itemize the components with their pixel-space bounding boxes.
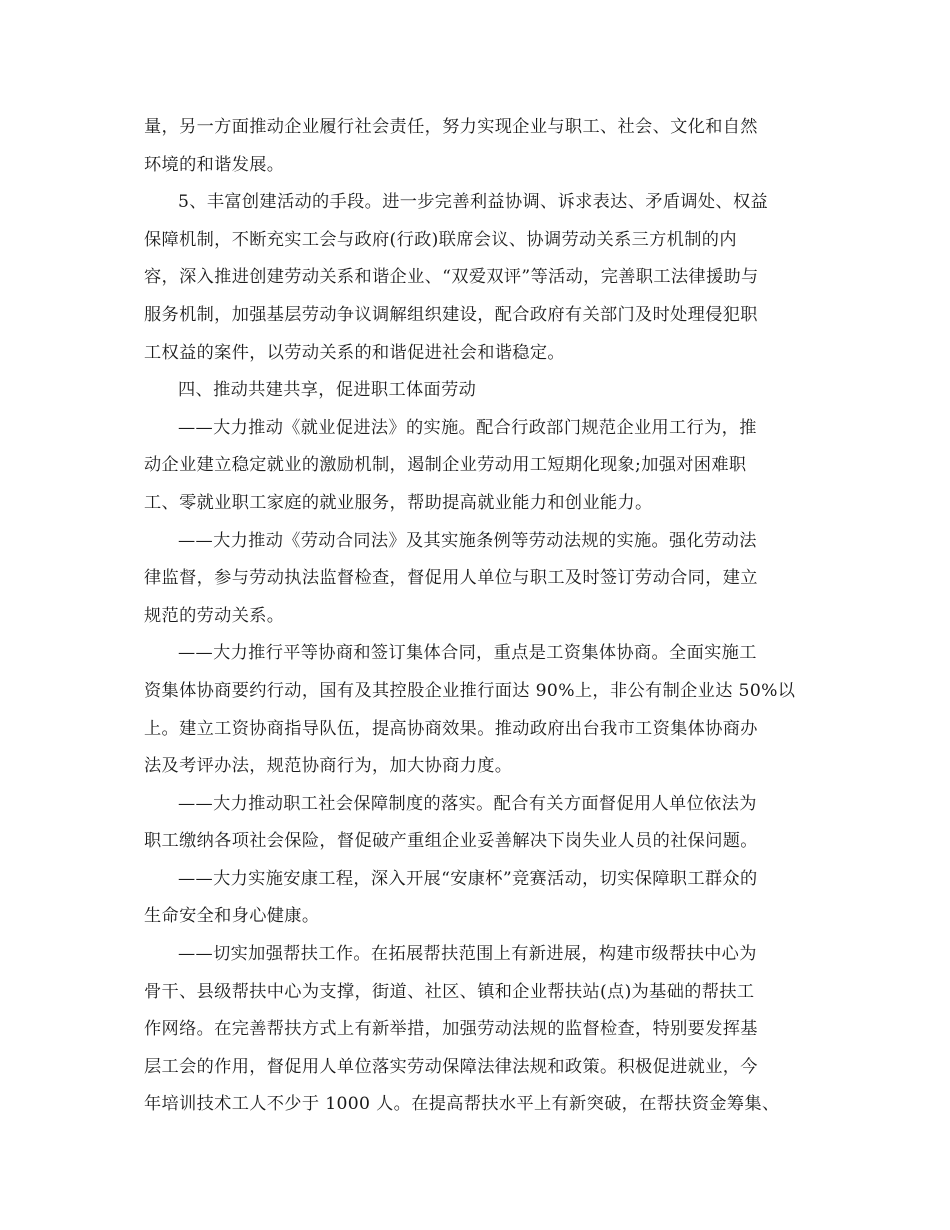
text-line: 规范的劳动关系。 xyxy=(144,605,285,626)
text-line: 法及考评办法，规范协商行为，加大协商力度。 xyxy=(144,756,513,777)
text-line: 四、推动共建共享，促进职工体面劳动 xyxy=(178,380,477,401)
text-line: 5、丰富创建活动的手段。进一步完善利益协调、诉求表达、矛盾调处、权益 xyxy=(178,192,769,213)
paragraph-p3 xyxy=(144,372,810,410)
text-line: ——大力推动《就业促进法》的实施。配合行政部门规范企业用工行为，推 xyxy=(178,417,757,438)
text-line: ——大力实施安康工程，深入开展“安康杯”竞赛活动，切实保障职工群众的 xyxy=(178,868,758,889)
text-line: 量，另一方面推动企业履行社会责任，努力实现企业与职工、社会、文化和自然 xyxy=(144,117,758,137)
text-line: ——大力推动《劳动合同法》及其实施条例等劳动法规的实施。强化劳动法 xyxy=(178,530,757,551)
text-line: 上。建立工资协商指导队伍，提高协商效果。推动政府出台我市工资集体协商办 xyxy=(144,718,758,739)
text-line: 环境的和谐发展。 xyxy=(144,154,285,175)
text-line: 职工缴纳各项社会保险，督促破产重组企业妥善解决下岗失业人员的社保问题。 xyxy=(144,831,758,852)
text-line: 层工会的作用，督促用人单位落实劳动保障法律法规和政策。积极促进就业，今 xyxy=(144,1056,758,1077)
text-line: 工、零就业职工家庭的就业服务，帮助提高就业能力和创业能力。 xyxy=(144,492,653,513)
paragraph-p4 xyxy=(144,410,810,523)
text-line: 动企业建立稳定就业的激励机制，遏制企业劳动用工短期化现象;加强对困难职 xyxy=(144,455,747,476)
text-line: 保障机制，不断充实工会与政府(行政)联席会议、协调劳动关系三方机制的内 xyxy=(144,229,737,250)
text-line: 容，深入推进创建劳动关系和谐企业、“双爱双评”等活动，完善职工法律援助与 xyxy=(144,267,759,288)
paragraph-p2 xyxy=(144,184,810,372)
text-line: ——大力推动职工社会保障制度的落实。配合有关方面督促用人单位依法为 xyxy=(178,793,757,814)
text-line: 服务机制，加强基层劳动争议调解组织建设，配合政府有关部门及时处理侵犯职 xyxy=(144,304,758,325)
paragraph-p6 xyxy=(144,635,810,785)
text-line: 资集体协商要约行动，国有及其控股企业推行面达 90%上，非公有制企业达 50%以 xyxy=(144,680,796,701)
text-line: 骨干、县级帮扶中心为支撑，街道、社区、镇和企业帮扶站(点)为基础的帮扶工 xyxy=(144,981,755,1002)
text-line: 律监督，参与劳动执法监督检查，督促用人单位与职工及时签订劳动合同，建立 xyxy=(144,568,758,589)
paragraph-p8 xyxy=(144,861,810,936)
text-line: ——大力推行平等协商和签订集体合同，重点是工资集体协商。全面实施工 xyxy=(178,643,757,664)
paragraph-p9 xyxy=(144,936,810,1124)
text-line: 年培训技术工人不少于 1000 人。在提高帮扶水平上有新突破，在帮扶资金筹集、 xyxy=(144,1094,780,1115)
paragraph-p7 xyxy=(144,786,810,861)
paragraph-p5 xyxy=(144,523,810,636)
text-line: 工权益的案件，以劳动关系的和谐促进社会和谐稳定。 xyxy=(144,342,565,363)
paragraph-p1 xyxy=(144,109,810,184)
text-line: 生命安全和身心健康。 xyxy=(144,906,320,927)
text-line: ——切实加强帮扶工作。在拓展帮扶范围上有新进展，构建市级帮扶中心为 xyxy=(178,944,757,965)
document-body xyxy=(144,109,810,1124)
text-line: 作网络。在完善帮扶方式上有新举措，加强劳动法规的监督检查，特别要发挥基 xyxy=(144,1019,758,1040)
